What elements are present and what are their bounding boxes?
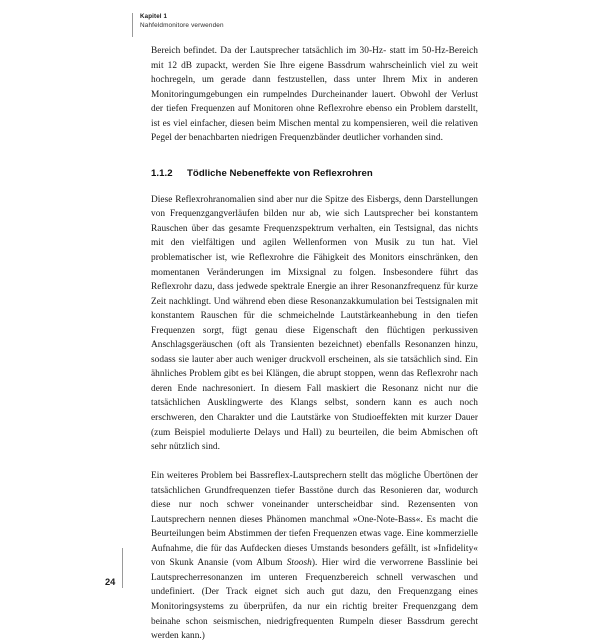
section-heading [151, 168, 478, 179]
page-folio [105, 548, 123, 588]
paragraph-reflex-anomalies: Diese Reflexrohranomalien sind aber nur die Spitze des Eisbergs, denn Darstellungen von Frequenzgangverläufen bilden nur ab, wie sich Lautsprecher bei konstantem Rauschen über das gesamte Frequenzspektrum verhalten, ein Testsignal, das nichts mit den vielfältigen und agilen Wellenformen von Musik zu tun hat. Viel problematischer ist, wie Reflexrohre die Fähigkeit des Monitors einschränken, den momentanen Veränderungen im Mixsignal zu folgen. Insbesondere führt das Reflexrohr dazu, dass jedwede spektrale Energie an ihrer Resonanzfrequenz für kurze Zeit nachklingt. Und während eben diese Resonanzakkumulation bei Testsignalen mit konstantem Rauschen für die schmeichelnde Lautstärkeanhebung in den tiefen Frequenzen sorgt, fügt genau diese Eigenschaft den flüchtigen perkussiven Anschlagsgeräuschen (oft als Transienten bezeichnet) ebenfalls Resonanzen hinzu, sodass sie lauter aber auch weniger druckvoll erscheinen, als sie tatsächlich sind. Ein ähnliches Problem gibt es bei Klängen, die abrupt stoppen, wenn das Reflexrohr nach deren Ende nachresoniert. In diesem Fall maskiert die Resonanz nicht nur die tatsächlichen Ausklingwerte des Klangs selbst, sondern kann es auch noch erschweren, den Charakter und die Lautstärke von Studioeffekten mit kurzer Dauer (zum Beispiel modulierte Delays und Hall) zu beurteilen, die beim Abmischen oft sehr nützlich sind. [151, 194, 478, 453]
running-head-title: Nahfeldmonitore verwenden [140, 21, 224, 29]
section-heading-row [151, 168, 478, 179]
running-head-chapter: Kapitel 1 [140, 13, 168, 20]
running-head [132, 13, 224, 37]
running-head-text [133, 13, 224, 29]
section-heading-text: Tödliche Nebeneffekte von Reflexrohren [187, 167, 373, 179]
paragraph-bassreflex-part2: ). Hier wird die verworrene Basslinie bei Lautsprecherresonanzen im unteren Frequenzbereich schnell verwaschen und undefiniert. (Der Track eignet sich auch gut dazu, den Frequenzgang eines Monitoringsystems zu überprüfen, da nur ein richtig breiter Frequenzgang dem beinahe schon seismischen, niedrigfrequenten Rumpeln dieser Bassdrum gerecht werden kann.) [151, 558, 478, 642]
paragraph-bassreflex-part1: Ein weiteres Problem bei Bassreflex-Lautsprechern stellt das mögliche Übertönen der tatsächlichen Grundfrequenzen tiefer Basstöne durch das Resonieren dar, wodurch diese nur noch schwer voneinander unterscheidbar sind. Rezensenten von Lautsprechern nennen dieses Phänomen manchmal »One-Note-Bass«. Es macht die Beurteilungen beim Abstimmen der tiefen Frequenzen etwas vage. Eine kommerzielle Aufnahme, die für das Aufdecken dieses Umstands besonders gefällt, ist »Infidelity« von Skunk Anansie (vom Album [151, 471, 478, 569]
paragraph-continued: Bereich befindet. Da der Lautsprecher tatsächlich im 30-Hz- statt im 50-Hz-Bereich mit 12 dB zupackt, werden Sie Ihre eigene Bassdrum wahrscheinlich viel zu weit hochregeln, um gerade dann festzustellen, dass unter Ihrem Mix in anderen Monitoringumgebungen ein rumpelndes Durcheinander lauert. Obwohl der Verlust der tiefen Frequenzen auf Monitoren ohne Reflexrohre ebenso ein Problem darstellt, ist es viel einfacher, diesen beim Mischen mental zu kompensieren, weil die relativen Pegel der benachbarten niedrigen Frequenzbänder deutlicher vorhanden sind. [151, 46, 478, 144]
page-number: 24 [105, 576, 116, 587]
section-heading-number: 1.1.2 [151, 167, 173, 179]
paragraph-bassreflex [151, 469, 478, 644]
text-column [151, 44, 478, 644]
folio-rule [122, 548, 123, 588]
album-title-italic: Stoosh [286, 558, 312, 569]
